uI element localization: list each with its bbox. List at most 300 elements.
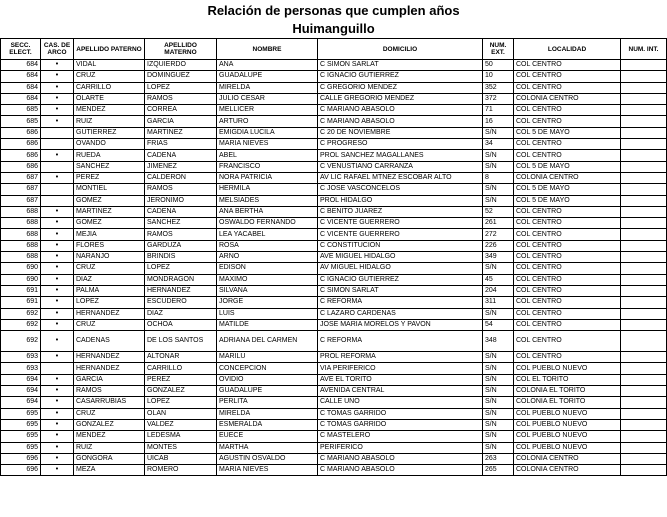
table-row: [1, 252, 667, 263]
num-int-cell: [621, 60, 667, 71]
col-header-nombre: NOMBRE: [217, 39, 318, 60]
cas-cell: •: [41, 419, 74, 430]
localidad-cell: COL PUEBLO NUEVO: [514, 363, 621, 374]
table-row: [1, 116, 667, 127]
domicilio-cell: C SIMON SARLAT: [318, 285, 483, 296]
secc-cell: 684: [1, 71, 41, 82]
num-ext-cell: 352: [483, 82, 514, 93]
nombre-cell: SILVANA: [217, 285, 318, 296]
num-int-cell: [621, 453, 667, 464]
localidad-cell: COLONIA EL TORITO: [514, 397, 621, 408]
cas-cell: •: [41, 229, 74, 240]
nombre-cell: ESMERALDA: [217, 419, 318, 430]
num-int-cell: [621, 218, 667, 229]
apellido-paterno-cell: MARTINEZ: [74, 206, 145, 217]
localidad-cell: COL CENTRO: [514, 82, 621, 93]
localidad-cell: COL CENTRO: [514, 252, 621, 263]
num-ext-cell: S/N: [483, 419, 514, 430]
domicilio-cell: C TOMAS GARRIDO: [318, 419, 483, 430]
nombre-cell: ANA BERTHA: [217, 206, 318, 217]
nombre-cell: LUIS: [217, 308, 318, 319]
col-header-cas: CAS. DE ARCO: [41, 39, 74, 60]
table-header-row: [1, 39, 667, 60]
num-ext-cell: S/N: [483, 352, 514, 363]
localidad-cell: COL PUEBLO NUEVO: [514, 442, 621, 453]
secc-cell: 694: [1, 397, 41, 408]
domicilio-cell: C MASTELERO: [318, 431, 483, 442]
localidad-cell: COL CENTRO: [514, 297, 621, 308]
domicilio-cell: CALLE GREGORIO MENDEZ: [318, 93, 483, 104]
domicilio-cell: C VICENTE GUERRERO: [318, 218, 483, 229]
cas-cell: •: [41, 150, 74, 161]
apellido-paterno-cell: GUTIERREZ: [74, 127, 145, 138]
num-ext-cell: 261: [483, 218, 514, 229]
col-header-domicilio: DOMICILIO: [318, 39, 483, 60]
localidad-cell: COL CENTRO: [514, 105, 621, 116]
secc-cell: 686: [1, 139, 41, 150]
secc-cell: 684: [1, 82, 41, 93]
localidad-cell: COLONIA CENTRO: [514, 93, 621, 104]
secc-cell: 685: [1, 116, 41, 127]
apellido-materno-cell: JIMENEZ: [145, 161, 217, 172]
secc-cell: 696: [1, 453, 41, 464]
table-row: [1, 195, 667, 206]
apellido-materno-cell: LOPEZ: [145, 397, 217, 408]
nombre-cell: JORGE: [217, 297, 318, 308]
cas-cell: •: [41, 93, 74, 104]
cas-cell: •: [41, 331, 74, 352]
num-ext-cell: S/N: [483, 127, 514, 138]
secc-cell: 696: [1, 465, 41, 476]
table-row: [1, 71, 667, 82]
nombre-cell: PERLITA: [217, 397, 318, 408]
cas-cell: •: [41, 105, 74, 116]
localidad-cell: COLONIA CENTRO: [514, 172, 621, 183]
secc-cell: 691: [1, 297, 41, 308]
nombre-cell: EDISON: [217, 263, 318, 274]
apellido-paterno-cell: DIAZ: [74, 274, 145, 285]
num-int-cell: [621, 240, 667, 251]
table-row: [1, 93, 667, 104]
num-ext-cell: 16: [483, 116, 514, 127]
nombre-cell: MARIA NIEVES: [217, 465, 318, 476]
nombre-cell: CONCEPCION: [217, 363, 318, 374]
apellido-paterno-cell: CASARRUBIAS: [74, 397, 145, 408]
nombre-cell: EMIGDIA LUCILA: [217, 127, 318, 138]
apellido-paterno-cell: FLORES: [74, 240, 145, 251]
table-row: [1, 331, 667, 352]
apellido-materno-cell: SANCHEZ: [145, 218, 217, 229]
secc-cell: 684: [1, 60, 41, 71]
apellido-materno-cell: LEDESMA: [145, 431, 217, 442]
apellido-paterno-cell: GOMEZ: [74, 218, 145, 229]
domicilio-cell: AVENIDA CENTRAL: [318, 386, 483, 397]
apellido-materno-cell: CALDERON: [145, 172, 217, 183]
secc-cell: 686: [1, 161, 41, 172]
apellido-paterno-cell: CRUZ: [74, 263, 145, 274]
cas-cell: •: [41, 60, 74, 71]
domicilio-cell: PROL REFORMA: [318, 352, 483, 363]
nombre-cell: MIRELDA: [217, 408, 318, 419]
num-ext-cell: 265: [483, 465, 514, 476]
table-row: [1, 161, 667, 172]
domicilio-cell: C REFORMA: [318, 331, 483, 352]
domicilio-cell: C VICENTE GUERRERO: [318, 229, 483, 240]
table-row: [1, 139, 667, 150]
table-row: [1, 263, 667, 274]
table-row: [1, 308, 667, 319]
cas-cell: •: [41, 297, 74, 308]
nombre-cell: JULIO CESAR: [217, 93, 318, 104]
localidad-cell: COL CENTRO: [514, 71, 621, 82]
localidad-cell: COL CENTRO: [514, 331, 621, 352]
localidad-cell: COL CENTRO: [514, 229, 621, 240]
table-row: [1, 363, 667, 374]
num-ext-cell: S/N: [483, 374, 514, 385]
localidad-cell: COL CENTRO: [514, 218, 621, 229]
num-int-cell: [621, 352, 667, 363]
secc-cell: 695: [1, 408, 41, 419]
num-ext-cell: 372: [483, 93, 514, 104]
localidad-cell: COL PUEBLO NUEVO: [514, 419, 621, 430]
num-int-cell: [621, 252, 667, 263]
num-ext-cell: 263: [483, 453, 514, 464]
table-row: [1, 82, 667, 93]
num-int-cell: [621, 161, 667, 172]
num-int-cell: [621, 386, 667, 397]
apellido-materno-cell: PEREZ: [145, 374, 217, 385]
apellido-materno-cell: DIAZ: [145, 308, 217, 319]
num-ext-cell: 10: [483, 71, 514, 82]
num-ext-cell: 52: [483, 206, 514, 217]
col-header-num-ext: NUM. EXT.: [483, 39, 514, 60]
num-int-cell: [621, 150, 667, 161]
num-int-cell: [621, 319, 667, 330]
apellido-materno-cell: MARTINEZ: [145, 127, 217, 138]
table-row: [1, 285, 667, 296]
apellido-paterno-cell: OVANDO: [74, 139, 145, 150]
domicilio-cell: PERIFERICO: [318, 442, 483, 453]
num-ext-cell: S/N: [483, 263, 514, 274]
num-ext-cell: S/N: [483, 363, 514, 374]
num-ext-cell: 348: [483, 331, 514, 352]
domicilio-cell: C IGNACIO GUTIERREZ: [318, 274, 483, 285]
apellido-materno-cell: LOPEZ: [145, 82, 217, 93]
domicilio-cell: AVE EL TORITO: [318, 374, 483, 385]
nombre-cell: MARTHA: [217, 442, 318, 453]
apellido-materno-cell: MONDRAGON: [145, 274, 217, 285]
localidad-cell: COL CENTRO: [514, 285, 621, 296]
table-row: [1, 352, 667, 363]
secc-cell: 687: [1, 172, 41, 183]
localidad-cell: COL 5 DE MAYO: [514, 127, 621, 138]
num-int-cell: [621, 229, 667, 240]
domicilio-cell: C LAZARO CARDENAS: [318, 308, 483, 319]
apellido-paterno-cell: LOPEZ: [74, 297, 145, 308]
localidad-cell: COL CENTRO: [514, 150, 621, 161]
col-header-apellido-paterno: APELLIDO PATERNO: [74, 39, 145, 60]
domicilio-cell: C MARIANO ABASOLO: [318, 116, 483, 127]
localidad-cell: COL CENTRO: [514, 139, 621, 150]
cas-cell: •: [41, 408, 74, 419]
table-row: [1, 184, 667, 195]
table-row: [1, 465, 667, 476]
num-int-cell: [621, 285, 667, 296]
secc-cell: 695: [1, 442, 41, 453]
apellido-paterno-cell: HERNANDEZ: [74, 352, 145, 363]
domicilio-cell: C MARIANO ABASOLO: [318, 465, 483, 476]
cas-cell: •: [41, 308, 74, 319]
apellido-materno-cell: VALDEZ: [145, 419, 217, 430]
apellido-paterno-cell: GONZALEZ: [74, 419, 145, 430]
nombre-cell: MELSIADES: [217, 195, 318, 206]
apellido-paterno-cell: MEJIA: [74, 229, 145, 240]
num-int-cell: [621, 363, 667, 374]
secc-cell: 688: [1, 229, 41, 240]
localidad-cell: COLONIA CENTRO: [514, 465, 621, 476]
num-int-cell: [621, 331, 667, 352]
table-row: [1, 150, 667, 161]
apellido-paterno-cell: HERNANDEZ: [74, 308, 145, 319]
secc-cell: 687: [1, 195, 41, 206]
num-ext-cell: 54: [483, 319, 514, 330]
domicilio-cell: C JOSE VASCONCELOS: [318, 184, 483, 195]
domicilio-cell: C CONSTITUCION: [318, 240, 483, 251]
secc-cell: 693: [1, 363, 41, 374]
apellido-paterno-cell: VIDAL: [74, 60, 145, 71]
cas-cell: [41, 127, 74, 138]
localidad-cell: COL CENTRO: [514, 240, 621, 251]
domicilio-cell: PROL SANCHEZ MAGALLANES: [318, 150, 483, 161]
apellido-paterno-cell: CRUZ: [74, 408, 145, 419]
localidad-cell: COL CENTRO: [514, 263, 621, 274]
cas-cell: •: [41, 240, 74, 251]
localidad-cell: COLONIA CENTRO: [514, 453, 621, 464]
num-int-cell: [621, 71, 667, 82]
num-ext-cell: 272: [483, 229, 514, 240]
table-row: [1, 127, 667, 138]
domicilio-cell: JOSE MARIA MORELOS Y PAVON: [318, 319, 483, 330]
nombre-cell: OSWALDO FERNANDO: [217, 218, 318, 229]
domicilio-cell: C REFORMA: [318, 297, 483, 308]
num-int-cell: [621, 116, 667, 127]
num-int-cell: [621, 172, 667, 183]
apellido-materno-cell: BRINDIS: [145, 252, 217, 263]
secc-cell: 685: [1, 105, 41, 116]
table-row: [1, 218, 667, 229]
localidad-cell: COL EL TORITO: [514, 374, 621, 385]
apellido-materno-cell: IZQUIERDO: [145, 60, 217, 71]
nombre-cell: LEA YACABEL: [217, 229, 318, 240]
apellido-paterno-cell: MENDEZ: [74, 431, 145, 442]
nombre-cell: MIRELDA: [217, 82, 318, 93]
nombre-cell: MARIA NIEVES: [217, 139, 318, 150]
cas-cell: •: [41, 386, 74, 397]
apellido-materno-cell: OLAN: [145, 408, 217, 419]
table-row: [1, 229, 667, 240]
page-subtitle: Huimanguillo: [292, 21, 375, 36]
num-int-cell: [621, 82, 667, 93]
num-int-cell: [621, 184, 667, 195]
apellido-materno-cell: CARRILLO: [145, 363, 217, 374]
secc-cell: 690: [1, 274, 41, 285]
num-int-cell: [621, 419, 667, 430]
num-ext-cell: S/N: [483, 397, 514, 408]
table-row: [1, 297, 667, 308]
num-ext-cell: 226: [483, 240, 514, 251]
nombre-cell: ROSA: [217, 240, 318, 251]
table-row: [1, 453, 667, 464]
apellido-paterno-cell: RUIZ: [74, 442, 145, 453]
nombre-cell: HERMILA: [217, 184, 318, 195]
num-int-cell: [621, 195, 667, 206]
nombre-cell: ANA: [217, 60, 318, 71]
col-header-localidad: LOCALIDAD: [514, 39, 621, 60]
num-ext-cell: S/N: [483, 195, 514, 206]
localidad-cell: COL 5 DE MAYO: [514, 195, 621, 206]
table-row: [1, 408, 667, 419]
nombre-cell: ADRIANA DEL CARMEN: [217, 331, 318, 352]
cas-cell: •: [41, 442, 74, 453]
table-row: [1, 206, 667, 217]
num-ext-cell: S/N: [483, 431, 514, 442]
nombre-cell: EUECE: [217, 431, 318, 442]
apellido-paterno-cell: CRUZ: [74, 71, 145, 82]
page-title: Relación de personas que cumplen años: [207, 3, 460, 18]
apellido-materno-cell: FRIAS: [145, 139, 217, 150]
num-int-cell: [621, 127, 667, 138]
secc-cell: 695: [1, 419, 41, 430]
cas-cell: [41, 363, 74, 374]
secc-cell: 686: [1, 150, 41, 161]
domicilio-cell: C PROGRESO: [318, 139, 483, 150]
domicilio-cell: AV MIGUEL HIDALGO: [318, 263, 483, 274]
num-int-cell: [621, 397, 667, 408]
domicilio-cell: C MARIANO ABASOLO: [318, 453, 483, 464]
num-ext-cell: S/N: [483, 408, 514, 419]
table-row: [1, 374, 667, 385]
apellido-materno-cell: OCHOA: [145, 319, 217, 330]
table-row: [1, 397, 667, 408]
secc-cell: 695: [1, 431, 41, 442]
num-ext-cell: 50: [483, 60, 514, 71]
num-ext-cell: S/N: [483, 150, 514, 161]
cas-cell: •: [41, 285, 74, 296]
apellido-materno-cell: ESCUDERO: [145, 297, 217, 308]
num-int-cell: [621, 431, 667, 442]
apellido-paterno-cell: RUEDA: [74, 150, 145, 161]
num-int-cell: [621, 408, 667, 419]
secc-cell: 686: [1, 127, 41, 138]
secc-cell: 693: [1, 352, 41, 363]
num-ext-cell: 71: [483, 105, 514, 116]
localidad-cell: COL CENTRO: [514, 60, 621, 71]
nombre-cell: MAXIMO: [217, 274, 318, 285]
table-row: [1, 240, 667, 251]
cas-cell: [41, 184, 74, 195]
cas-cell: [41, 139, 74, 150]
localidad-cell: COL CENTRO: [514, 319, 621, 330]
apellido-paterno-cell: CADENAS: [74, 331, 145, 352]
domicilio-cell: VIA PERIFERICO: [318, 363, 483, 374]
col-header-num-int: NUM. INT.: [621, 39, 667, 60]
num-ext-cell: S/N: [483, 386, 514, 397]
num-ext-cell: 45: [483, 274, 514, 285]
num-int-cell: [621, 93, 667, 104]
nombre-cell: GUADALUPE: [217, 71, 318, 82]
localidad-cell: COL CENTRO: [514, 206, 621, 217]
domicilio-cell: C TOMAS GARRIDO: [318, 408, 483, 419]
num-ext-cell: S/N: [483, 442, 514, 453]
table-row: [1, 60, 667, 71]
apellido-paterno-cell: GARCIA: [74, 374, 145, 385]
cas-cell: [41, 161, 74, 172]
apellido-paterno-cell: MENDEZ: [74, 105, 145, 116]
secc-cell: 684: [1, 93, 41, 104]
nombre-cell: MATILDE: [217, 319, 318, 330]
apellido-materno-cell: DE LOS SANTOS: [145, 331, 217, 352]
num-int-cell: [621, 206, 667, 217]
secc-cell: 688: [1, 240, 41, 251]
nombre-cell: AGUSTIN OSVALDO: [217, 453, 318, 464]
localidad-cell: COLONIA EL TORITO: [514, 386, 621, 397]
domicilio-cell: C SIMON SARLAT: [318, 60, 483, 71]
apellido-paterno-cell: MONTIEL: [74, 184, 145, 195]
cas-cell: •: [41, 374, 74, 385]
localidad-cell: COL PUEBLO NUEVO: [514, 408, 621, 419]
cas-cell: •: [41, 206, 74, 217]
apellido-paterno-cell: CRUZ: [74, 319, 145, 330]
num-ext-cell: 311: [483, 297, 514, 308]
nombre-cell: MELLICER: [217, 105, 318, 116]
num-int-cell: [621, 465, 667, 476]
cas-cell: •: [41, 116, 74, 127]
birthday-table: [0, 38, 667, 476]
apellido-materno-cell: CORREA: [145, 105, 217, 116]
table-row: [1, 431, 667, 442]
cas-cell: •: [41, 319, 74, 330]
nombre-cell: ARNO: [217, 252, 318, 263]
secc-cell: 694: [1, 386, 41, 397]
localidad-cell: COL CENTRO: [514, 308, 621, 319]
secc-cell: 692: [1, 308, 41, 319]
num-int-cell: [621, 105, 667, 116]
table-row: [1, 274, 667, 285]
apellido-paterno-cell: MEZA: [74, 465, 145, 476]
num-int-cell: [621, 297, 667, 308]
cas-cell: •: [41, 352, 74, 363]
cas-cell: •: [41, 71, 74, 82]
apellido-materno-cell: UICAB: [145, 453, 217, 464]
secc-cell: 692: [1, 319, 41, 330]
apellido-paterno-cell: RAMOS: [74, 386, 145, 397]
domicilio-cell: C VENUSTIANO CARRANZA: [318, 161, 483, 172]
cas-cell: •: [41, 82, 74, 93]
nombre-cell: GUADALUPE: [217, 386, 318, 397]
col-header-apellido-materno: APELLIDO MATERNO: [145, 39, 217, 60]
domicilio-cell: C MARIANO ABASOLO: [318, 105, 483, 116]
secc-cell: 690: [1, 263, 41, 274]
apellido-paterno-cell: NARANJO: [74, 252, 145, 263]
apellido-materno-cell: ALTONAR: [145, 352, 217, 363]
domicilio-cell: AVE MIGUEL HIDALGO: [318, 252, 483, 263]
num-int-cell: [621, 442, 667, 453]
apellido-paterno-cell: GOMEZ: [74, 195, 145, 206]
secc-cell: 688: [1, 218, 41, 229]
domicilio-cell: C BENITO JUAREZ: [318, 206, 483, 217]
nombre-cell: FRANCISCO: [217, 161, 318, 172]
apellido-materno-cell: HERNANDEZ: [145, 285, 217, 296]
